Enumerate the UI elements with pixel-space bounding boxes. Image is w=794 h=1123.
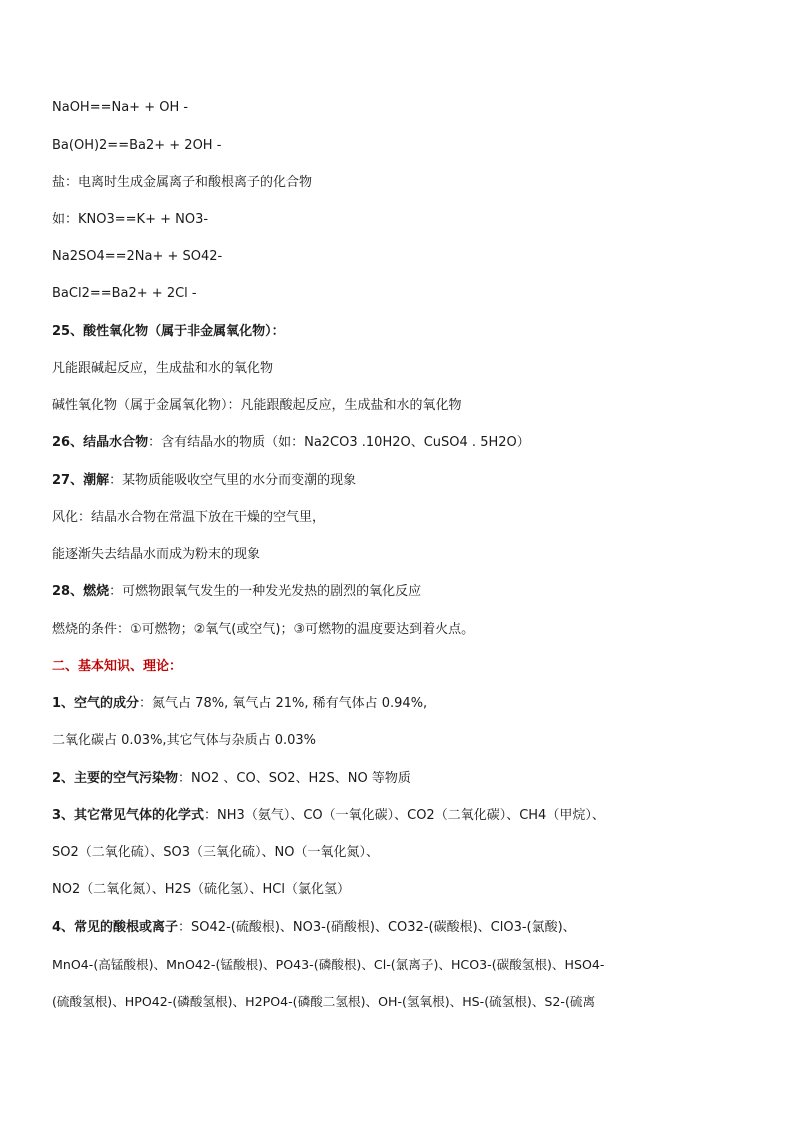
gas-formulas-continued-2: NO2（二氧化氮）、H2S（硫化氢）、HCl（氯化氢） (52, 882, 350, 897)
air-pollutants-term: 2、主要的空气污染物 (52, 771, 179, 786)
basic-oxide-definition: 碱性氧化物（属于金属氧化物）：凡能跟酸起反应，生成盐和水的氧化物 (52, 398, 462, 413)
gas-formulas-continued-1: SO2（二氧化硫）、SO3（三氧化硫）、NO（一氧化氮）、 (52, 845, 379, 860)
heading-acidic-oxide: 25、酸性氧化物（属于非金属氧化物）： (52, 324, 285, 339)
combustion-line (52, 582, 754, 602)
acidic-oxide-definition: 凡能跟碱起反应，生成盐和水的氧化物 (52, 361, 274, 376)
crystal-hydrate-definition: ：含有结晶水的物质（如：Na2CO3 .10H2O、CuSO4 . 5H2O） (148, 435, 530, 450)
combustion-term: 28、燃烧 (52, 584, 110, 599)
acid-radicals-term: 4、常见的酸根或离子 (52, 920, 179, 935)
section-heading-basic-knowledge: 二、基本知识、理论： (52, 659, 183, 674)
deliquescence-term: 27、潮解 (52, 473, 110, 488)
air-composition-line (52, 694, 754, 714)
acid-radicals-list: ：SO42-(硫酸根)、NO3-(硝酸根)、CO32-(碳酸根)、ClO3-(氯酸)、 (178, 920, 576, 935)
gas-formulas-list: ：NH3（氨气）、CO（一氧化碳）、CO2（二氧化碳）、CH4（甲烷）、 (204, 808, 605, 823)
air-composition-continued: 二氧化碳占 0.03%,其它气体与杂质占 0.03% (52, 733, 316, 748)
deliquescence-line (52, 471, 754, 491)
equation-baoh2: Ba(OH)2==Ba2+ + 2OH - (52, 138, 222, 153)
acid-radicals-continued-1: MnO4-(高锰酸根)、MnO42-(锰酸根)、PO43-(磷酸根)、Cl-(氯离子)、HCO3-(碳酸氢根)、HSO4- (52, 957, 605, 972)
equation-naoh: NaOH==Na+ + OH - (52, 100, 189, 115)
acid-radicals-line (52, 918, 754, 938)
equation-bacl2: BaCl2==Ba2+ + 2Cl - (52, 286, 197, 301)
gas-formulas-term: 3、其它常见气体的化学式 (52, 808, 205, 823)
deliquescence-definition: ：某物质能吸收空气里的水分而变潮的现象 (109, 473, 357, 488)
salt-definition: 盐：电离时生成金属离子和酸根离子的化合物 (52, 175, 313, 190)
air-pollutants-line (52, 769, 754, 789)
equation-na2so4: Na2SO4==2Na+ + SO42- (52, 249, 223, 264)
air-composition-term: 1、空气的成分 (52, 696, 140, 711)
crystal-hydrate-line (52, 433, 754, 453)
efflorescence-definition: 风化：结晶水合物在常温下放在干燥的空气里， (52, 510, 326, 525)
air-composition-values: ：氮气占 78%, 氧气占 21%, 稀有气体占 0.94%, (139, 696, 428, 711)
combustion-conditions: 燃烧的条件：①可燃物；②氧气(或空气)；③可燃物的温度要达到着火点。 (52, 622, 475, 637)
gas-formulas-line (52, 806, 754, 826)
crystal-hydrate-term: 26、结晶水合物 (52, 435, 149, 450)
acid-radicals-continued-2: (硫酸氢根)、HPO42-(磷酸氢根)、H2PO4-(磷酸二氢根)、OH-(氢氧根)、HS-(硫氢根)、S2-(硫离 (52, 994, 596, 1009)
equation-kno3: 如：KNO3==K+ + NO3- (52, 212, 209, 227)
efflorescence-continued: 能逐渐失去结晶水而成为粉末的现象 (52, 547, 261, 562)
air-pollutants-list: ：NO2 、CO、SO2、H2S、NO 等物质 (178, 771, 411, 786)
combustion-definition: ：可燃物跟氧气发生的一种发光发热的剧烈的氧化反应 (109, 584, 422, 599)
